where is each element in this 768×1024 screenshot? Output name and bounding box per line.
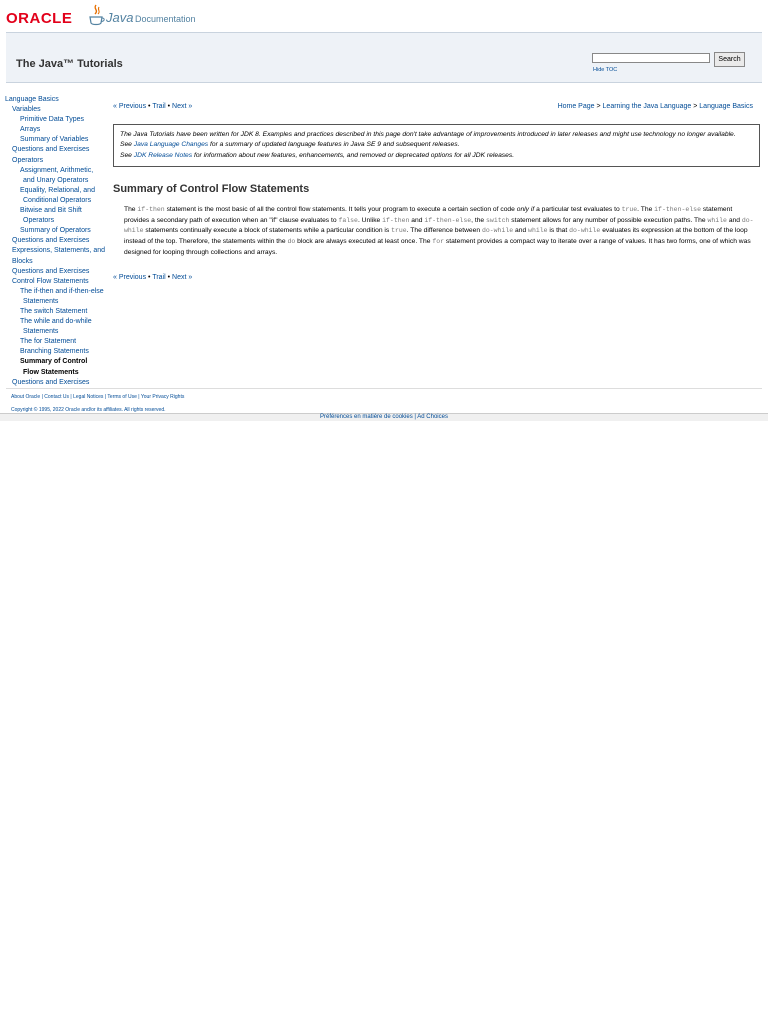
documentation-label[interactable]: Documentation xyxy=(135,14,196,24)
breadcrumb-home-link[interactable]: Home Page xyxy=(557,103,595,110)
code-do-while: do-while xyxy=(124,216,754,235)
note-line-3-text: for information about new features, enhancements, and removed or deprecated options for all JDK releases. xyxy=(193,151,515,159)
sidebar-item[interactable]: Variables xyxy=(12,106,41,114)
footer-divider xyxy=(6,388,762,389)
sidebar-item[interactable]: Summary of Variables xyxy=(20,136,89,144)
note-line-1: The Java Tutorials have been written for JDK 8. Examples and practices described in this page don't take advantage of improvements introduced in later releases and might use technology no longer available. xyxy=(120,131,736,138)
footer-separator: | xyxy=(104,394,107,400)
footer-separator: | xyxy=(138,394,140,400)
breadcrumb-basics-link[interactable]: Language Basics xyxy=(699,103,753,110)
java-cup-icon xyxy=(86,3,106,27)
search-button[interactable]: Search xyxy=(714,52,745,67)
jdk-version-note xyxy=(113,124,760,167)
code-true: true xyxy=(391,227,407,235)
legal-notices-link[interactable]: Legal Notices xyxy=(73,394,104,400)
ad-choices-link[interactable]: Ad Choices xyxy=(417,414,448,420)
sidebar-item[interactable]: The if-then and if-then-else Statements xyxy=(20,287,104,305)
trail-link[interactable]: Trail xyxy=(152,103,166,110)
code-do-while: do-while xyxy=(569,227,601,235)
code-if-then-else: if-then-else xyxy=(654,206,701,213)
prev-trail-next xyxy=(113,103,192,110)
java-language-changes-link[interactable]: Java Language Changes xyxy=(133,141,209,149)
breadcrumb-arrow: > xyxy=(596,103,601,110)
separator: • xyxy=(167,274,171,281)
sidebar-item[interactable]: The while and do-while Statements xyxy=(20,318,92,336)
note-see-label: See xyxy=(120,151,132,159)
top-navigation xyxy=(113,100,758,114)
sidebar-item[interactable]: Operators xyxy=(12,156,44,164)
code-while: while xyxy=(707,216,727,224)
about-oracle-link[interactable]: About Oracle xyxy=(11,394,41,400)
java-logo-text: Java xyxy=(106,10,134,25)
copyright-notice: Copyright © 1995, 2022 Oracle and/or its affiliates. All rights reserved. xyxy=(11,407,166,413)
sidebar-item[interactable]: Control Flow Statements xyxy=(12,277,89,285)
separator: • xyxy=(148,274,151,281)
sidebar-item[interactable]: Bitwise and Bit Shift Operators xyxy=(20,207,82,225)
footer-separator: | xyxy=(41,394,43,400)
breadcrumb-arrow: > xyxy=(693,103,698,110)
toc-sidebar xyxy=(5,95,105,388)
code-do-while: do-while xyxy=(481,227,514,235)
sidebar-item[interactable]: Equality, Relational, and Conditional Operators xyxy=(20,186,95,204)
jdk-release-notes-link[interactable]: JDK Release Notes xyxy=(133,151,193,159)
sidebar-item[interactable]: Questions and Exercises xyxy=(12,267,90,275)
tutorial-banner xyxy=(6,32,762,83)
sidebar-item[interactable]: Arrays xyxy=(20,126,41,134)
sidebar-item[interactable]: Language Basics xyxy=(5,96,59,103)
next-link[interactable]: Next » xyxy=(172,103,193,110)
code-if-then-else: if-then-else xyxy=(424,216,472,224)
search-input[interactable] xyxy=(592,53,710,63)
code-do: do xyxy=(287,238,296,246)
privacy-rights-link[interactable]: Your Privacy Rights xyxy=(140,394,185,400)
separator: • xyxy=(148,103,151,110)
sidebar-item[interactable]: Questions and Exercises xyxy=(12,378,90,386)
terms-of-use-link[interactable]: Terms of Use xyxy=(107,394,137,400)
trail-link[interactable]: Trail xyxy=(152,274,166,281)
sidebar-item[interactable]: Expressions, Statements, and Blocks xyxy=(12,247,105,265)
sidebar-item[interactable]: Branching Statements xyxy=(20,348,89,356)
sidebar-item[interactable]: Questions and Exercises xyxy=(12,146,90,154)
note-see-label: See xyxy=(120,141,132,149)
code-while: while xyxy=(528,227,548,235)
hide-toc-link[interactable]: Hide TOC xyxy=(593,67,618,73)
main-content xyxy=(113,100,758,281)
section-heading: Summary of Control Flow Statements xyxy=(113,183,310,195)
code-true: true xyxy=(621,206,638,213)
footer-links xyxy=(11,394,184,400)
previous-link[interactable]: « Previous xyxy=(113,103,147,110)
contact-us-link[interactable]: Contact Us xyxy=(44,394,70,400)
sidebar-item[interactable]: Assignment, Arithmetic, and Unary Operators xyxy=(20,166,94,184)
separator: • xyxy=(167,103,171,110)
breadcrumb-learning-link[interactable]: Learning the Java Language xyxy=(602,103,692,110)
top-header xyxy=(0,0,768,30)
sidebar-item[interactable]: Summary of Operators xyxy=(20,227,91,235)
summary-paragraph: The if-then statement is the most basic of all the control flow statements. It tells your program to execute a certain section of code only if a particular test evaluates to true. The if-then-else statement provides a secondary path of execution when an "if" clause evaluates to false. Unlike if-then and if-then-else, the switch statement allows for any number of possible execution paths. The while and do-while statements continually execute a block of statements while a particular condition is true. The difference between do-while and while is that do-while evaluates its expression at the bottom of the loop instead of the top. Therefore, the statements within the do block are always executed at least once. The for statement provides a compact way to iterate over a range of values. It has two forms, one of which was designed for looping through collections and arrays. xyxy=(124,206,754,256)
code-if-then: if-then xyxy=(137,206,165,213)
cookie-preferences-link[interactable]: Préférences en matière de cookies xyxy=(320,414,413,420)
oracle-logo[interactable]: ORACLE xyxy=(6,10,73,27)
code-if-then: if-then xyxy=(382,216,410,224)
previous-link[interactable]: « Previous xyxy=(113,274,147,281)
sidebar-item[interactable]: Primitive Data Types xyxy=(20,116,85,124)
cookie-bar xyxy=(0,413,768,421)
code-false: false xyxy=(338,216,358,224)
code-switch: switch xyxy=(486,216,510,224)
page-title: The Java™ Tutorials xyxy=(16,58,123,70)
note-line-2-text: for a summary of updated language features in Java SE 9 and subsequent releases. xyxy=(210,141,460,149)
note-line-2 xyxy=(120,140,753,150)
sidebar-item[interactable]: Questions and Exercises xyxy=(12,237,90,245)
note-line-3 xyxy=(120,151,753,161)
bottom-navigation xyxy=(113,274,192,281)
footer-separator: | xyxy=(70,394,72,400)
sidebar-item[interactable]: The switch Statement xyxy=(20,307,88,315)
emphasis-only-if: only if xyxy=(516,206,535,213)
sidebar-item-current: Summary of Control Flow Statements xyxy=(20,358,88,376)
code-for: for xyxy=(432,238,445,246)
next-link[interactable]: Next » xyxy=(172,274,193,281)
breadcrumb xyxy=(558,103,753,110)
sidebar-item[interactable]: The for Statement xyxy=(20,338,77,346)
footer-separator: | xyxy=(414,414,416,420)
